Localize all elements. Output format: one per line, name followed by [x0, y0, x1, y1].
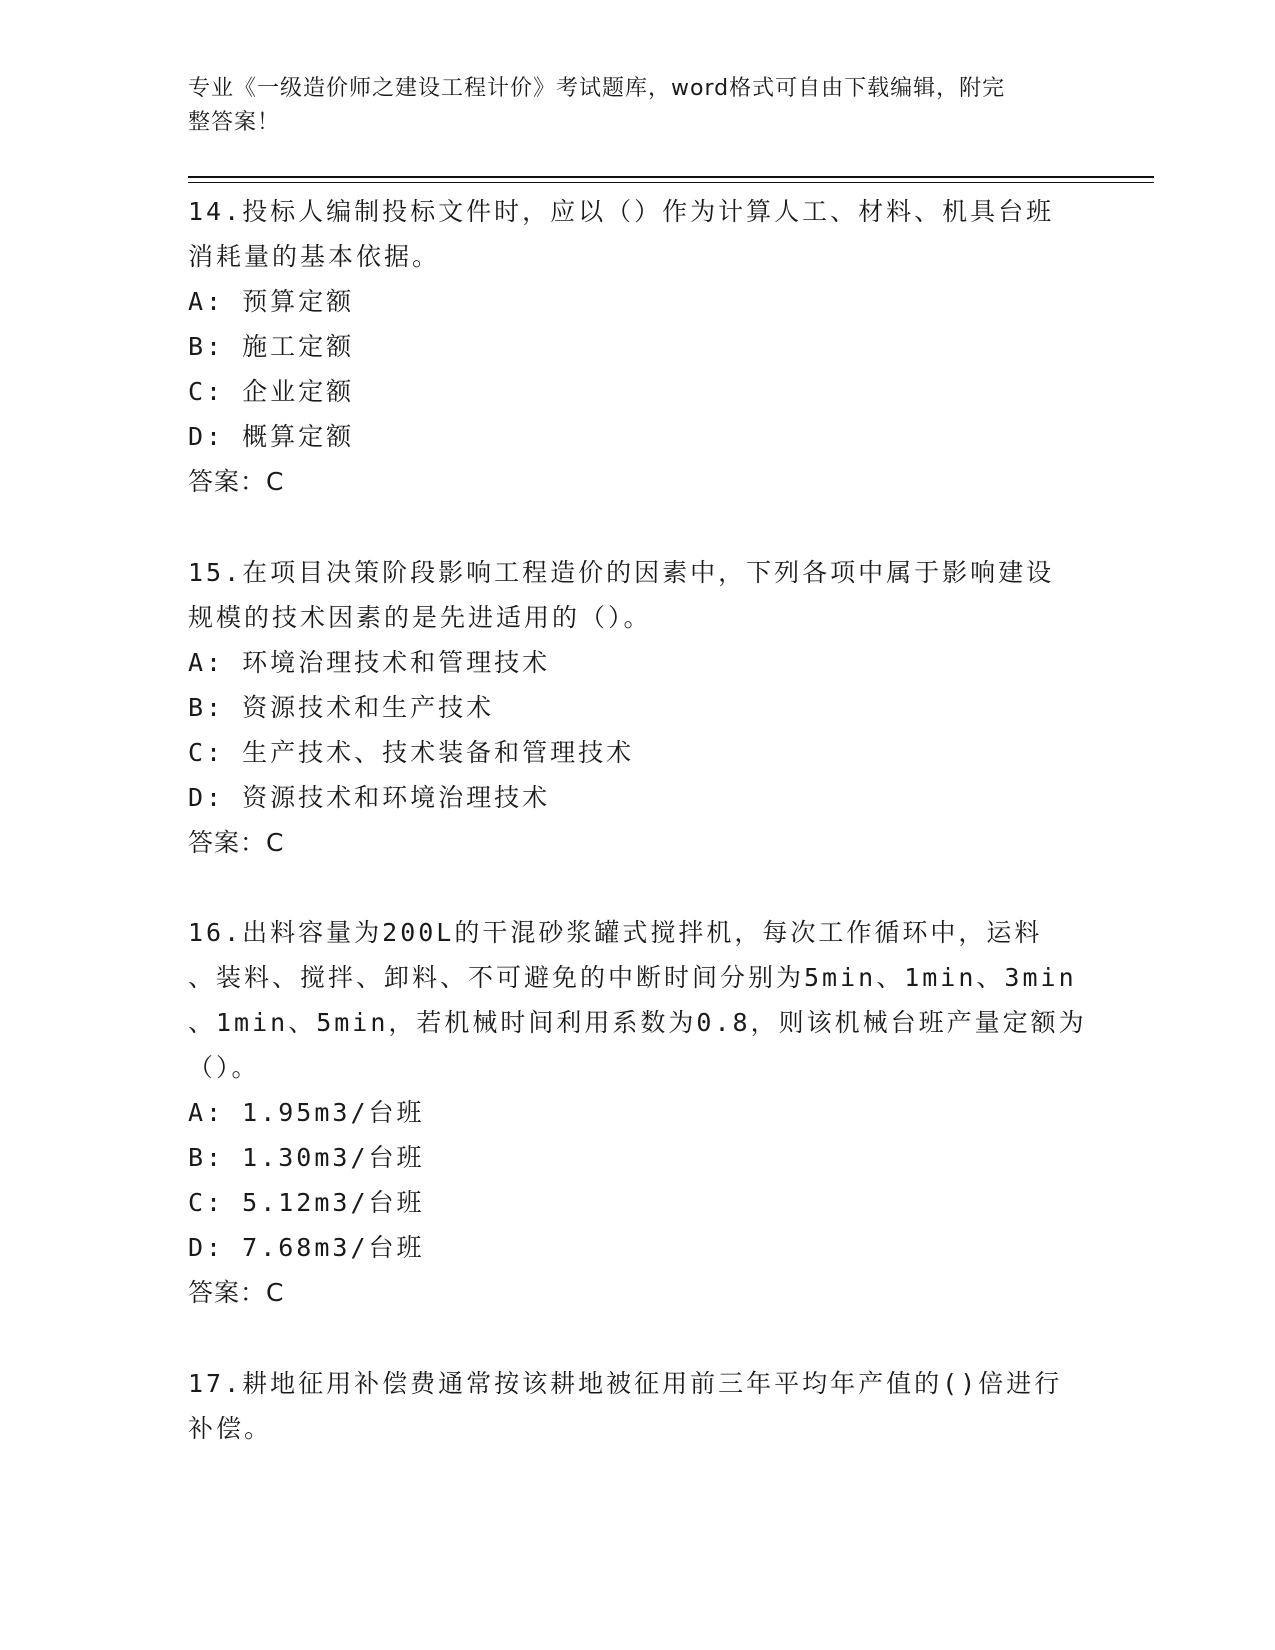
question-17-stem-line-2: 补偿。 — [188, 1414, 273, 1443]
header-line-2: 整答案！ — [188, 110, 281, 135]
question-14-stem-line-1: 14.投标人编制投标文件时，应以（）作为计算人工、材料、机具台班 — [188, 197, 1055, 226]
question-16-option-d: D: 7.68m3/台班 — [188, 1233, 425, 1262]
question-15-answer: 答案：C — [188, 828, 285, 857]
question-17-stem-line-1: 17.耕地征用补偿费通常按该耕地被征用前三年平均年产值的()倍进行 — [188, 1369, 1063, 1398]
question-16-stem-line-1: 16.出料容量为200L的干混砂浆罐式搅拌机，每次工作循环中，运料 — [188, 918, 1043, 947]
question-16-option-c: C: 5.12m3/台班 — [188, 1188, 425, 1217]
question-16-option-b: B: 1.30m3/台班 — [188, 1143, 425, 1172]
question-14-option-a: A: 预算定额 — [188, 287, 355, 316]
question-15-option-a: A: 环境治理技术和管理技术 — [188, 648, 551, 677]
question-14-option-c: C: 企业定额 — [188, 377, 355, 406]
question-16-stem-line-2: 、装料、搅拌、卸料、不可避免的中断时间分别为5min、1min、3min — [188, 963, 1077, 992]
question-16-answer: 答案：C — [188, 1278, 285, 1307]
question-15-stem-line-1: 15.在项目决策阶段影响工程造价的因素中，下列各项中属于影响建设 — [188, 558, 1055, 587]
question-15-option-d: D: 资源技术和环境治理技术 — [188, 783, 551, 812]
question-16-stem-line-3: 、1min、5min，若机械时间利用系数为0.8，则该机械台班产量定额为 — [188, 1008, 1087, 1037]
question-16-option-a: A: 1.95m3/台班 — [188, 1098, 425, 1127]
header-divider-thin — [188, 182, 1154, 183]
question-14-option-d: D: 概算定额 — [188, 422, 355, 451]
header-divider-thick — [188, 176, 1154, 178]
question-14-answer: 答案：C — [188, 467, 285, 496]
question-14-option-b: B: 施工定额 — [188, 332, 355, 361]
question-15-stem-line-2: 规模的技术因素的是先进适用的（）。 — [188, 603, 652, 632]
question-15-option-c: C: 生产技术、技术装备和管理技术 — [188, 738, 635, 767]
question-14-stem-line-2: 消耗量的基本依据。 — [188, 242, 441, 271]
document-header — [188, 72, 1068, 140]
question-15-option-b: B: 资源技术和生产技术 — [188, 693, 495, 722]
header-line-1: 专业《一级造价师之建设工程计价》考试题库，word格式可自由下载编辑，附完 — [188, 76, 1006, 101]
question-16-stem-line-4: （）。 — [188, 1053, 260, 1082]
